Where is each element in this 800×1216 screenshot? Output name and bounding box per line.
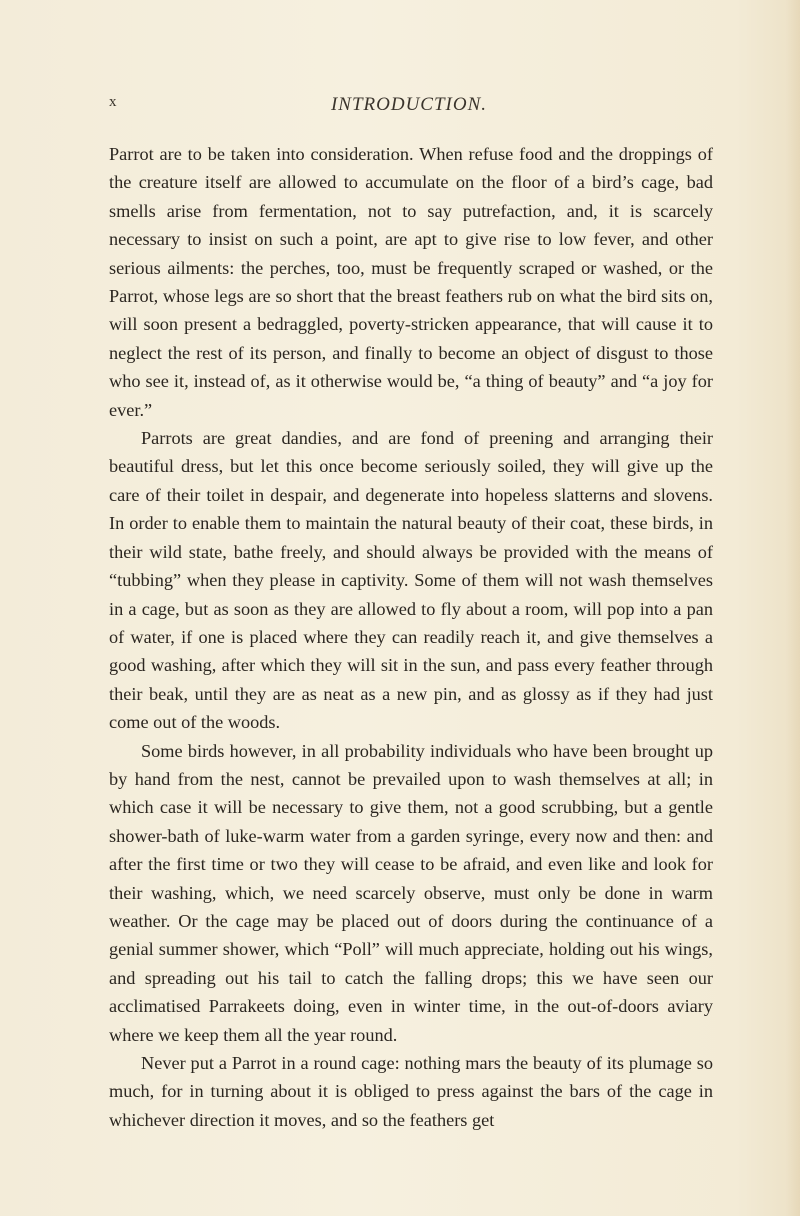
page-edge-shading [786,0,800,1216]
page-number: x [109,94,118,110]
body-text [109,140,713,1134]
running-title: INTRODUCTION. [330,94,488,115]
running-head [109,94,709,124]
paragraph-shower-bath: Some birds however, in all probability individuals who have been brought up by hand from the nest, cannot be prevailed upon to wash themselves at all; in which case it will be necessary to give them, not a good scrubbing, but a gentle shower-bath of luke-warm water from a garden syringe, every now and then: and after the first time or two they will cease to be afraid, and even like and look for their washing, which, we need scarcely observe, must only be done in warm weather. Or the cage may be placed out of doors during the continuance of a genial summer shower, which “Poll” will much appreciate, holding out his wings, and spreading out his tail to catch the falling drops; this we have seen our acclimatised Parrakeets doing, even in winter time, in the out-of-doors aviary where we keep them all the year round. [109,740,713,1045]
paragraph-dandies: Parrots are great dandies, and are fond of preening and arranging their beautiful dress, but let this once become seriously soiled, they will give up the care of their toilet in despair, and degenerate into hopeless slatterns and slovens. In order to enable them to maintain the natural beauty of their coat, these birds, in their wild state, bathe freely, and should always be provided with the means of “tubbing” when they please in captivity. Some of them will not wash themselves in a cage, but as soon as they are allowed to fly about a room, will pop into a pan of water, if one is placed where they can readily reach it, and give themselves a good washing, after which they will sit in the sun, and pass every feather through their beak, until they are as neat as a new pin, and as glossy as if they had just come out of the woods. [109,428,713,733]
paragraph-round-cage: Never put a Parrot in a round cage: nothing mars the beauty of its plumage so much, for in turning about it is obliged to press against the bars of the cage in whichever direction it moves, and so the feathers get [109,1053,713,1130]
paragraph-continued: Parrot are to be taken into consideration. When refuse food and the droppings of the creature itself are allowed to accumulate on the floor of a bird’s cage, bad smells arise from fermentation, not to say putrefaction, and, it is scarcely necessary to insist on such a point, are apt to give rise to low fever, and other serious ailments: the perches, too, must be frequently scraped or washed, or the Parrot, whose legs are so short that the breast feathers rub on what the bird sits on, will soon present a bedraggled, poverty-stricken appearance, that will cause it to neglect the rest of its person, and finally to become an object of disgust to those who see it, instead of, as it otherwise would be, “a thing of beauty” and “a joy for ever.” [109,144,713,420]
